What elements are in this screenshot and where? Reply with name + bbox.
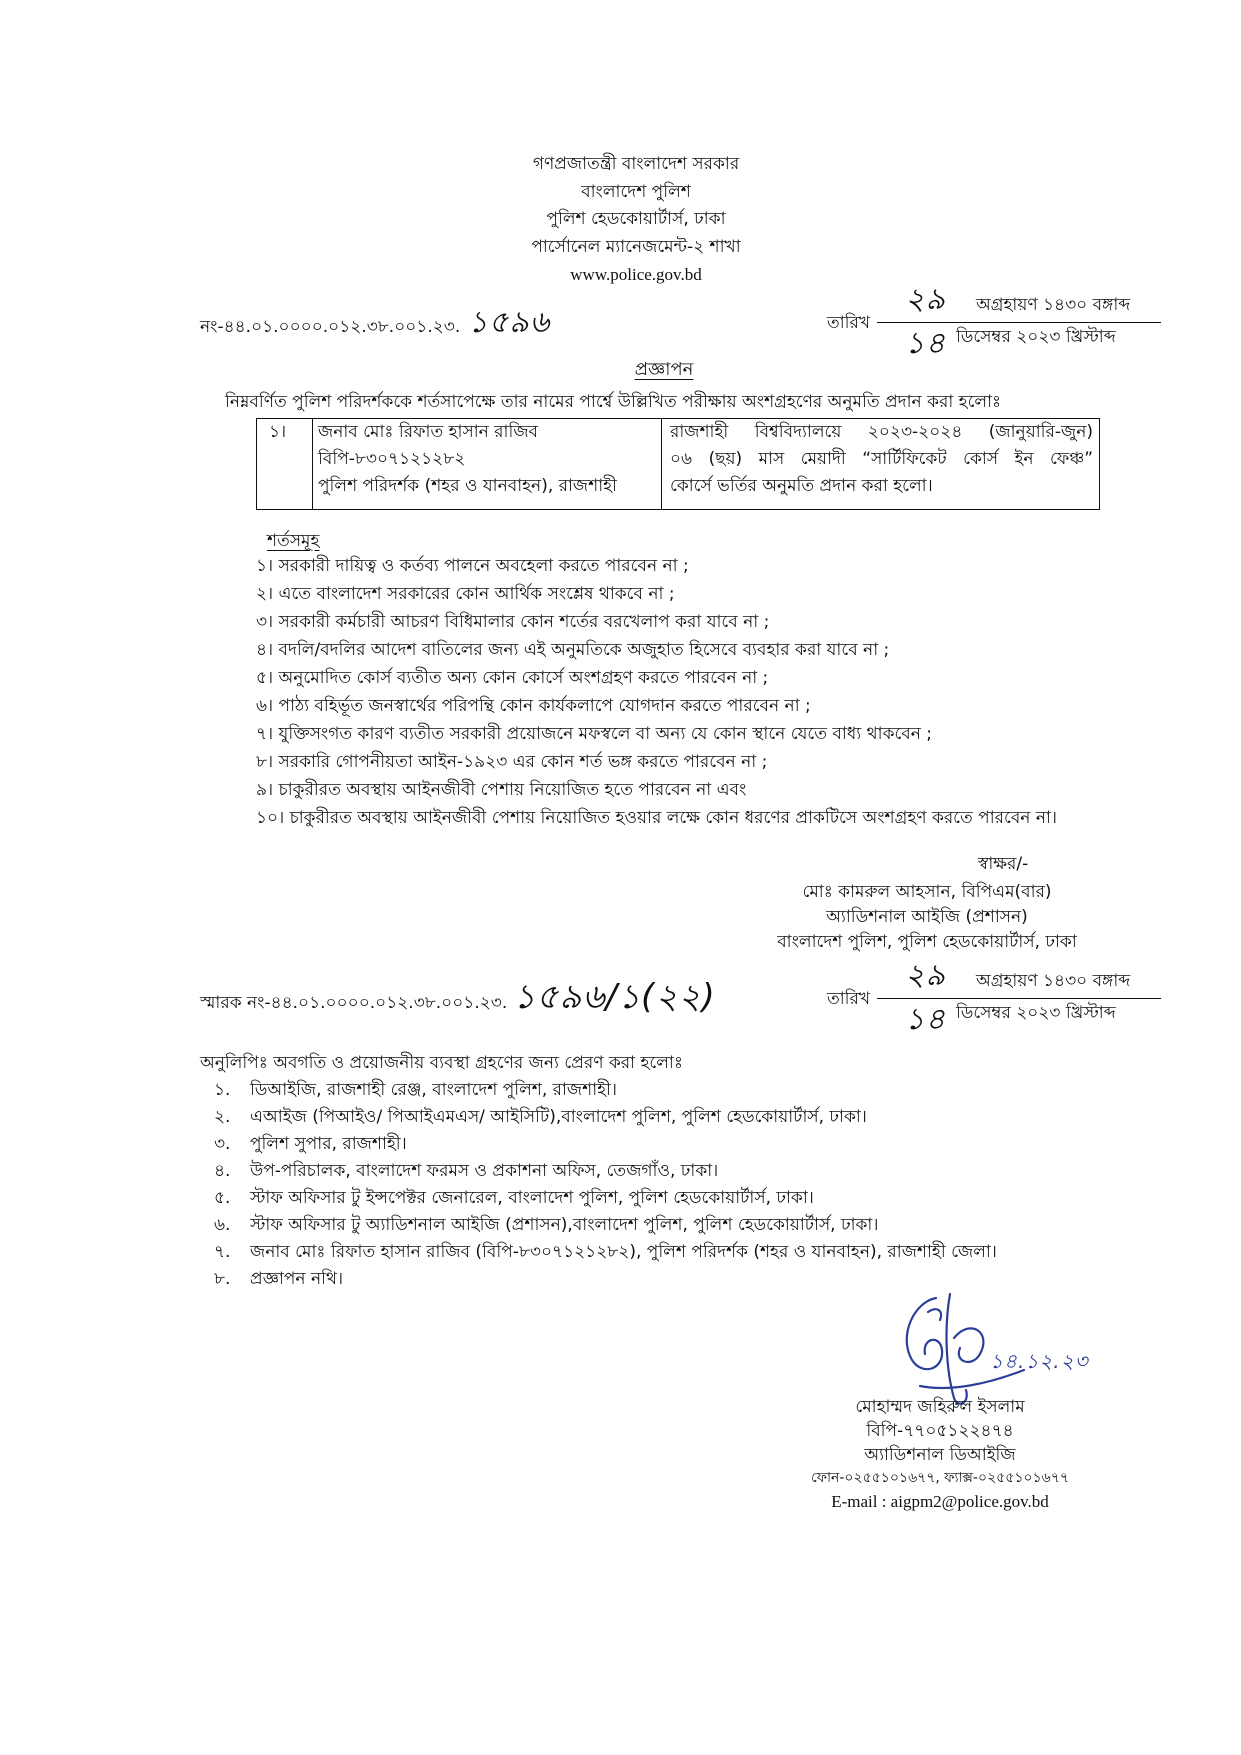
condition-item: ৫। অনুমোদিত কোর্স ব্যতীত অন্য কোন কোর্সে অংশগ্রহণ করতে পারবেন না ; — [256, 668, 769, 688]
person-bp-number: বিপি-৮৩০৭১২১২৮২ — [318, 449, 466, 469]
signatory-name: মোহাম্মদ জহিরুল ইসলাম — [855, 1397, 1025, 1417]
copies-heading: অনুলিপিঃ অবগতি ও প্রয়োজনীয় ব্যবস্থা গ্রহণের জন্য প্রেরণ করা হলোঃ — [200, 1053, 683, 1073]
table-serial: ১। — [269, 422, 287, 442]
condition-item: ৩। সরকারী কর্মচারী আচরণ বিধিমালার কোন শর্তের বরখেলাপ করা যাবে না ; — [256, 612, 770, 632]
english-day-handwritten: ১৪ — [905, 326, 946, 361]
copy-item-number: ৬. — [214, 1215, 231, 1235]
copy-item-number: ২. — [214, 1107, 231, 1127]
condition-item: ৭। যুক্তিসংগত কারণ ব্যতীত সরকারী প্রয়োজনে মফস্বলে বা অন্য যে কোন স্থানে যেতে বাধ্য থাকবেন ; — [256, 724, 933, 744]
signatory-designation: অ্যাডিশনাল ডিআইজি — [864, 1445, 1016, 1465]
memo-number-line — [200, 305, 551, 340]
signer-block — [747, 880, 1107, 955]
signatory-email: E-mail : aigpm2@police.gov.bd — [831, 1492, 1049, 1511]
letterhead — [436, 151, 836, 289]
english-month-year: ডিসেম্বর ২০২৩ খ্রিস্টাব্দ — [956, 327, 1116, 347]
copy-item-text: এআইজ (পিআইও/ পিআইএমএস/ আইসিটি),বাংলাদেশ পুলিশ, পুলিশ হেডকোয়ার্টার্স, ঢাকা। — [250, 1107, 867, 1127]
website: www.police.gov.bd — [570, 265, 702, 284]
copy-item-text: প্রজ্ঞাপন নথি। — [250, 1269, 344, 1289]
person-designation: পুলিশ পরিদর্শক (শহর ও যানবাহন), রাজশাহী — [318, 476, 617, 496]
date-label: তারিখ — [827, 313, 871, 333]
copy-item-number: ১. — [214, 1080, 231, 1100]
bangla-month-year: অগ্রহায়ণ ১৪৩০ বঙ্গাব্দ — [976, 971, 1131, 991]
copy-item-text: উপ-পরিচালক, বাংলাদেশ ফরমস ও প্রকাশনা অফিস, তেজগাঁও, ঢাকা। — [250, 1161, 719, 1181]
memo-handwritten-number: ১৫৯৬ — [468, 305, 551, 340]
condition-item: ৪। বদলি/বদলির আদেশ বাতিলের জন্য এই অনুমতিকে অজুহাত হিসেবে ব্যবহার করা যাবে না ; — [256, 640, 890, 660]
table-person-cell — [313, 419, 662, 509]
bangla-day-handwritten: ২৯ — [905, 958, 946, 993]
copy-memo-number: স্মারক নং-৪৪.০১.০০০০.০১২.৩৮.০০১.২৩. — [200, 993, 508, 1013]
copy-item-number: ৪. — [214, 1161, 231, 1181]
signature-stroke — [928, 1309, 941, 1320]
notice-title: প্রজ্ঞাপন — [634, 359, 694, 380]
bangla-day-handwritten: ২৯ — [905, 282, 946, 317]
memo-number: নং-৪৪.০১.০০০০.০১২.৩৮.০০১.২৩. — [200, 317, 461, 337]
copy-item-number: ৮. — [214, 1269, 231, 1289]
signer-designation: অ্যাডিশনাল আইজি (প্রশাসন) — [826, 907, 1028, 927]
conditions-heading: শর্তসমূহ — [267, 531, 320, 551]
signatory-bp-number: বিপি-৭৭০৫১২২৪৭৪ — [866, 1421, 1014, 1441]
notice-intro: নিম্নবর্ণিত পুলিশ পরিদর্শককে শর্তসাপেক্ষে তার নামের পার্শ্বে উল্লিখিত পরীক্ষায় অংশগ্রহণের অনুমতি প্রদান করা হলোঃ — [225, 392, 1002, 412]
copy-item — [214, 1239, 997, 1266]
copy-item-text: পুলিশ সুপার, রাজশাহী। — [250, 1134, 407, 1154]
copy-item-text: স্টাফ অফিসার টু অ্যাডিশনাল আইজি (প্রশাসন),বাংলাদেশ পুলিশ, পুলিশ হেডকোয়ার্টার্স, ঢাকা। — [250, 1215, 879, 1235]
copy-item — [214, 1104, 997, 1131]
signatory-phone-fax: ফোন-০২৫৫১০১৬৭৭, ফ্যাক্স-০২৫৫১০১৬৭৭ — [811, 1470, 1069, 1486]
signature-handwritten-date: ১৪.১২.২৩ — [990, 1349, 1089, 1373]
copy-item — [214, 1185, 997, 1212]
copy-item — [214, 1158, 997, 1185]
government-name: গণপ্রজাতন্ত্রী বাংলাদেশ সরকার — [532, 154, 740, 174]
branch-name: পার্সোনেল ম্যানেজমেন্ট-২ শাখা — [531, 236, 741, 257]
signed-label: স্বাক্ষর/- — [978, 854, 1029, 874]
date-label: তারিখ — [827, 989, 871, 1009]
condition-item: ১০। চাকুরীরত অবস্থায় আইনজীবী পেশায় নিয়োজিত হওয়ার লক্ষে কোন ধরণের প্রাকটিসে অংশগ্রহণ করতে পারবেন না। — [256, 808, 1057, 828]
english-month-year: ডিসেম্বর ২০২৩ খ্রিস্টাব্দ — [956, 1003, 1116, 1023]
bangla-month-year: অগ্রহায়ণ ১৪৩০ বঙ্গাব্দ — [976, 295, 1131, 315]
copy-memo-handwritten-number: ১৫৯৬/১(২২) — [513, 977, 716, 1017]
copy-item-text: ডিআইজি, রাজশাহী রেঞ্জ, বাংলাদেশ পুলিশ, রাজশাহী। — [250, 1080, 618, 1100]
conditions-list — [256, 552, 1057, 832]
course-line: ০৬ (ছয়) মাস মেয়াদী “সার্টিফিকেট কোর্স ইন ফেঞ্চ” — [670, 449, 1093, 469]
copy-item-number: ৩. — [214, 1134, 231, 1154]
signer-office: বাংলাদেশ পুলিশ, পুলিশ হেডকোয়ার্টার্স, ঢাকা — [777, 932, 1077, 952]
table-serial-cell — [257, 419, 313, 509]
condition-item: ৬। পাঠ্য বহির্ভূত জনস্বার্থের পরিপন্থি কোন কার্যকলাপে যোগদান করতে পারবেন না ; — [256, 696, 811, 716]
copy-item-number: ৭. — [214, 1242, 231, 1262]
copy-item — [214, 1131, 997, 1158]
copy-item — [214, 1212, 997, 1239]
copy-item — [214, 1266, 997, 1293]
condition-item: ১। সরকারী দায়িত্ব ও কর্তব্য পালনে অবহেলা করতে পারবেন না ; — [256, 556, 689, 576]
condition-item: ৮। সরকারি গোপনীয়তা আইন-১৯২৩ এর কোন শর্ত ভঙ্গ করতে পারবেন না ; — [256, 752, 768, 772]
copy-item — [214, 1077, 997, 1104]
date-divider — [877, 322, 1161, 323]
office-name: পুলিশ হেডকোয়ার্টার্স, ঢাকা — [546, 209, 726, 229]
condition-item: ৯। চাকুরীরত অবস্থায় আইনজীবী পেশায় নিয়োজিত হতে পারবেন না এবং — [256, 780, 747, 800]
copy-memo-number-line — [200, 977, 716, 1017]
permission-table — [256, 418, 1100, 510]
copy-item-number: ৫. — [214, 1188, 231, 1208]
copy-item-text: জনাব মোঃ রিফাত হাসান রাজিব (বিপি-৮৩০৭১২১২৮২), পুলিশ পরিদর্শক (শহর ও যানবাহন), রাজশাহী জেলা। — [250, 1242, 997, 1262]
copy-memo-date — [827, 960, 1167, 1038]
copy-item-text: স্টাফ অফিসার টু ইন্সপেক্টর জেনারেল, বাংলাদেশ পুলিশ, পুলিশ হেডকোয়ার্টার্স, ঢাকা। — [250, 1188, 814, 1208]
person-name: জনাব মোঃ রিফাত হাসান রাজিব — [318, 422, 539, 442]
organization-name: বাংলাদেশ পুলিশ — [581, 181, 691, 202]
copies-list — [214, 1077, 997, 1293]
condition-item: ২। এতে বাংলাদেশ সরকারের কোন আর্থিক সংশ্লেষ থাকবে না ; — [256, 584, 675, 604]
date-divider — [877, 998, 1161, 999]
course-line: কোর্সে ভর্তির অনুমতি প্রদান করা হলো। — [670, 476, 933, 496]
course-line: রাজশাহী বিশ্ববিদ্যালয়ে ২০২৩-২০২৪ (জানুয়ারি-জুন) — [670, 422, 1093, 442]
signature-stroke — [954, 1328, 983, 1362]
english-day-handwritten: ১৪ — [905, 1002, 946, 1037]
table-course-cell — [662, 419, 1099, 509]
signer-name: মোঃ কামরুল আহসান, বিপিএম(বার) — [802, 882, 1052, 902]
memo-date — [827, 284, 1167, 362]
